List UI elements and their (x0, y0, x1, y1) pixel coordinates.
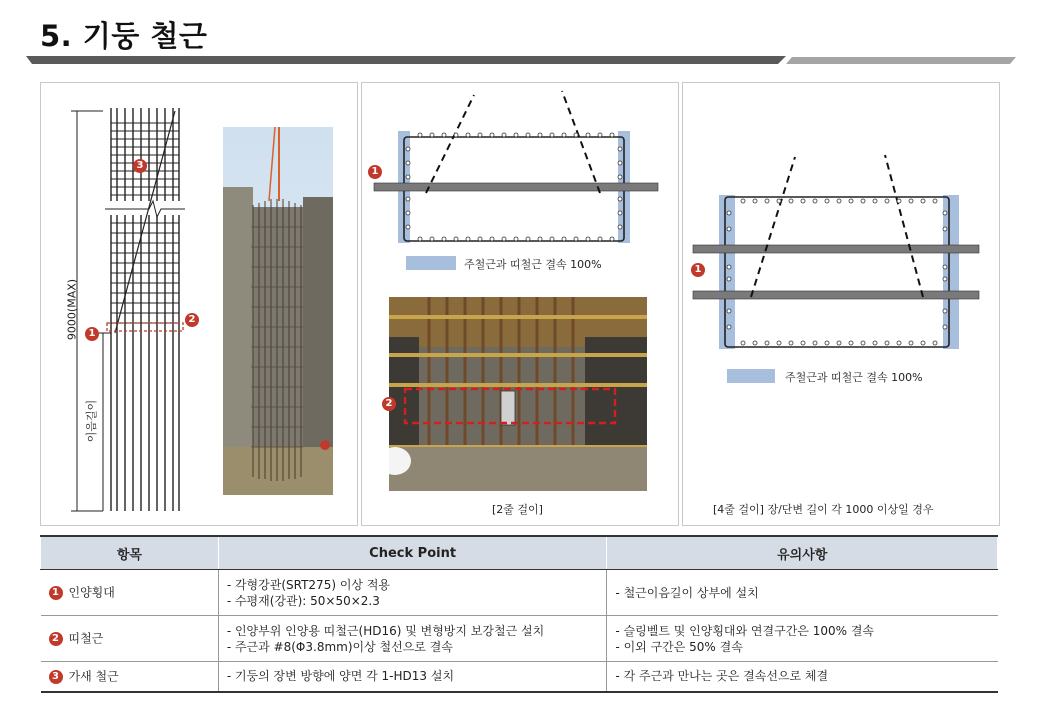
item-label: 인양횡대 (68, 585, 115, 600)
four-line-section-drawing (683, 83, 999, 525)
four-line-caption: [4줄 걸이] 장/단변 길이 각 1000 이상일 경우 (713, 503, 934, 516)
table-row (41, 570, 998, 616)
lap-length-label: 이음길이 (85, 399, 98, 443)
note-line: - 철근이음길이 상부에 설치 (615, 585, 759, 600)
column-rebar-photo (223, 127, 333, 495)
item-cell (41, 662, 219, 692)
table-row (41, 662, 998, 692)
marker-2: 2 (185, 313, 199, 327)
item-cell (41, 616, 219, 662)
header-item: 항목 (41, 536, 219, 570)
check-line: - 인양부위 인양용 띠철근(HD16) 및 변형방지 보강철근 설치 (226, 623, 545, 638)
note-cell (607, 570, 998, 616)
marker-1: 1 (368, 165, 382, 179)
marker-1: 1 (85, 327, 99, 341)
row-number-badge: 3 (49, 670, 63, 684)
check-line: - 주근과 #8(Φ3.8mm)이상 철선으로 결속 (226, 639, 453, 654)
note-line: - 각 주근과 만나는 곳은 결속선으로 체결 (615, 669, 829, 684)
note-line: - 이외 구간은 50% 결속 (615, 639, 743, 654)
legend-label: 주철근과 띠철근 결속 100% (785, 371, 923, 384)
note-cell (607, 662, 998, 692)
check-cell (218, 570, 607, 616)
page-title: 5. 기둥 철근 (40, 19, 208, 53)
panel-four-line-lifting (682, 82, 1000, 526)
height-dimension-label: 9000(MAX) (65, 278, 79, 341)
note-cell (607, 616, 998, 662)
header-notes: 유의사항 (607, 536, 998, 570)
title-underline (26, 56, 1016, 66)
two-line-caption: [2줄 걸이] (492, 503, 543, 516)
marker-2: 2 (382, 397, 396, 411)
check-point-table (40, 535, 998, 693)
panel-two-line-lifting (361, 82, 679, 526)
item-label: 가새 철근 (68, 669, 119, 684)
item-label: 띠철근 (68, 631, 104, 646)
item-cell (41, 570, 219, 616)
check-line: - 각형강관(SRT275) 이상 적용 (226, 577, 391, 592)
row-number-badge: 2 (49, 632, 63, 646)
check-line: - 수평재(강관): 50×50×2.3 (226, 593, 380, 608)
check-line: - 기둥의 장변 방향에 양면 각 1-HD13 설치 (226, 669, 455, 684)
header-check-point: Check Point (218, 536, 607, 570)
marker-1: 1 (691, 263, 705, 277)
note-line: - 슬링벨트 및 인양횡대와 연결구간은 100% 결속 (615, 623, 875, 638)
check-cell (218, 616, 607, 662)
row-number-badge: 1 (49, 586, 63, 600)
check-cell (218, 662, 607, 692)
lifting-band-photo (389, 297, 647, 491)
marker-3: 3 (133, 159, 147, 173)
table-row (41, 616, 998, 662)
panel-elevation (40, 82, 358, 526)
legend-label: 주철근과 띠철근 결속 100% (464, 258, 602, 271)
